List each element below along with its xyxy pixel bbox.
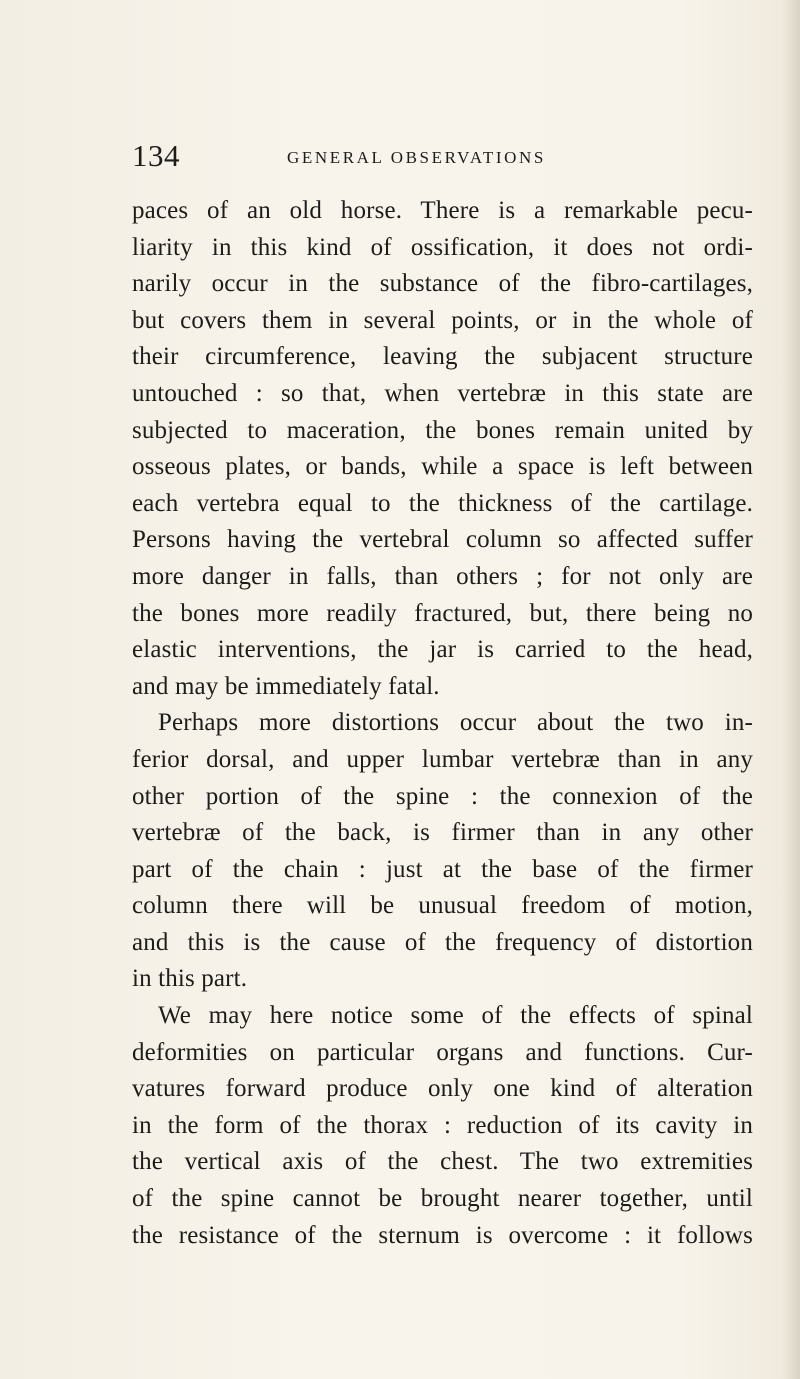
text-line: the bones more readily fractured, but, there being no	[132, 599, 753, 627]
page-edge-shadow	[782, 0, 800, 1379]
page-number: 134	[132, 138, 180, 173]
text-line: more danger in falls, than others ; for not only are	[132, 562, 753, 590]
page-header	[132, 138, 752, 178]
text-line: ferior dorsal, and upper lumbar vertebræ than in any	[132, 745, 753, 773]
text-line: deformities on particular organs and functions. Cur-	[132, 1038, 753, 1066]
text-line: untouched : so that, when vertebræ in this state are	[132, 379, 753, 407]
text-line: but covers them in several points, or in the whole of	[132, 306, 753, 334]
text-line: vatures forward produce only one kind of alteration	[132, 1075, 753, 1103]
text-line: We may here notice some of the effects of spinal	[158, 1002, 753, 1030]
text-line: in this part.	[132, 965, 248, 993]
text-line: paces of an old horse. There is a remarkable pecu-	[132, 197, 753, 224]
text-line: column there will be unusual freedom of motion,	[132, 892, 753, 920]
text-line: the resistance of the sternum is overcome : it follows	[132, 1221, 753, 1249]
text-line: narily occur in the substance of the fibro-cartilages,	[132, 270, 753, 298]
text-line: of the spine cannot be brought nearer together, until	[132, 1185, 753, 1213]
text-line: vertebræ of the back, is firmer than in any other	[132, 819, 753, 847]
text-line: in the form of the thorax : reduction of its cavity in	[132, 1111, 753, 1139]
text-line: part of the chain : just at the base of the firmer	[132, 855, 753, 883]
text-line: other portion of the spine : the connexion of the	[132, 782, 753, 810]
text-line: osseous plates, or bands, while a space is left between	[132, 453, 753, 481]
text-line: and may be immediately fatal.	[132, 672, 440, 700]
text-line: subjected to maceration, the bones remain united by	[132, 416, 753, 444]
text-line: liarity in this kind of ossification, it does not ordi-	[132, 233, 753, 261]
running-head: GENERAL OBSERVATIONS	[287, 148, 546, 167]
text-line: Persons having the vertebral column so affected suffer	[132, 526, 753, 554]
text-line: each vertebra equal to the thickness of the cartilage.	[132, 489, 753, 517]
body-text	[132, 193, 753, 1254]
text-line: and this is the cause of the frequency of distortion	[132, 928, 753, 956]
text-line: the vertical axis of the chest. The two extremities	[132, 1148, 753, 1176]
text-line: their circumference, leaving the subjacent structure	[132, 343, 753, 371]
text-line: elastic interventions, the jar is carried to the head,	[132, 636, 753, 664]
text-line: Perhaps more distortions occur about the two in-	[158, 709, 753, 737]
